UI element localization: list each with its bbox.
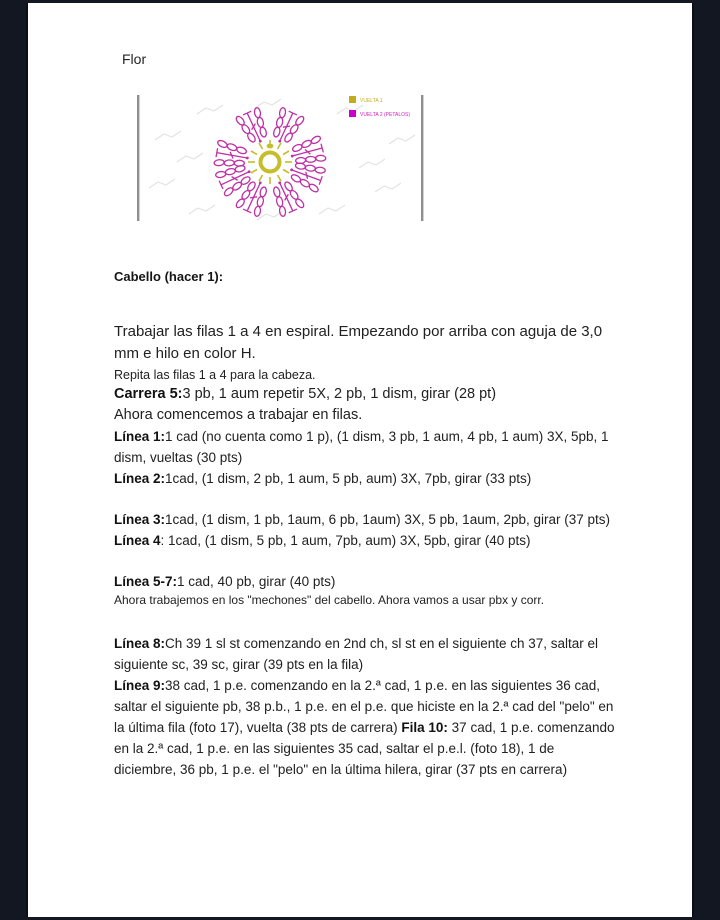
line-label: Línea 8:: [114, 636, 166, 651]
pattern-line-2: [114, 468, 616, 489]
line-label: Línea 9:: [114, 678, 166, 693]
line-text: 3 pb, 1 aum repetir 5X, 2 pb, 1 dism, girar (28 pt): [182, 386, 497, 402]
document-page: [26, 3, 694, 917]
legend-label-round1: VUELTA 1: [360, 98, 383, 104]
chart-left-border: [137, 95, 139, 221]
page-title: Flor: [122, 51, 147, 67]
line-label: Línea 5-7:: [114, 574, 178, 589]
line-label: Línea 3:: [114, 512, 166, 527]
crochet-chart: [137, 92, 425, 225]
line-text: : 1cad, (1 dism, 5 pb, 1 aum, 7pb, aum) 3X, 5pb, girar (40 pts): [160, 533, 531, 548]
legend-swatch-round1: [349, 96, 356, 103]
line-text: 1 cad, 40 pb, girar (40 pts): [177, 574, 336, 589]
section-heading: Cabello (hacer 1):: [114, 269, 224, 284]
intro-paragraph: Trabajar las filas 1 a 4 en espiral. Empezando por arriba con aguja de 3,0 mm e hilo en color H.: [114, 323, 603, 362]
line-text: 1cad, (1 dism, 1 pb, 1aum, 6 pb, 1aum) 3X, 5 pb, 1aum, 2pb, girar (37 pts): [165, 512, 611, 527]
line-label: Línea 2:: [114, 471, 166, 486]
mechones-note: Ahora trabajemos en los "mechones" del cabello. Ahora vamos a usar pbx y corr.: [114, 593, 545, 607]
line-label: Línea 1:: [114, 429, 166, 444]
legend-label-round2: VUELTA 2 (PETALOS): [360, 112, 411, 118]
pattern-line-8: [114, 633, 616, 675]
pattern-line-9-10: [114, 675, 616, 780]
flower-center-ring: [248, 140, 292, 184]
crochet-chart-svg: [137, 92, 425, 225]
flower-petals: [213, 106, 327, 218]
legend-swatch-round2: [349, 110, 356, 117]
line-text: 37 cad, 1 p.e. comenzando en la 2.ª cad, 1 p.e. en las siguientes 35 cad, saltar el p.e.l. (foto 18), 1 de diciembre, 36 pb, 1 p.e. el "pelo" en la última hilera, girar (37 pts en carrera): [114, 720, 615, 777]
repeat-note: Repita las filas 1 a 4 para la cabeza.: [114, 368, 316, 382]
line-text: 1cad, (1 dism, 2 pb, 1 aum, 5 pb, aum) 3X, 7pb, girar (33 pts): [165, 471, 532, 486]
line-label: Línea 4: [114, 533, 161, 548]
line-label-fila10: Fila 10:: [401, 720, 448, 735]
rows-note: Ahora comencemos a trabajar en filas.: [114, 407, 363, 423]
line-label: Carrera 5:: [114, 386, 183, 402]
pattern-line-3: [114, 509, 616, 530]
pattern-line-carrera5: [114, 384, 616, 405]
chart-right-border: [421, 95, 423, 221]
pattern-line-4: [114, 530, 616, 551]
line-text: Ch 39 1 sl st comenzando en 2nd ch, sl st en el siguiente ch 37, saltar el siguiente sc, 39 sc, girar (39 pts en la fila): [114, 636, 599, 672]
chart-legend: [349, 96, 410, 118]
line-text: 38 cad, 1 p.e. comenzando en la 2.ª cad, 1 p.e. en las siguientes 36 cad, saltar el siguiente pb, 38 p.b., 1 p.e. en el p.e. que hiciste en la 2.ª cad del "pelo" en la última fila (foto 17), vuelta (38 pts de carrera): [114, 678, 614, 735]
flower-start-chain: [267, 144, 274, 149]
pattern-line-5-7: [114, 571, 616, 592]
line-text: 1 cad (no cuenta como 1 p), (1 dism, 3 pb, 1 aum, 4 pb, 1 aum) 3X, 5pb, 1 dism, vueltas (30 pts): [114, 429, 609, 465]
pattern-line-1: [114, 426, 616, 468]
pattern-text: [114, 269, 616, 780]
